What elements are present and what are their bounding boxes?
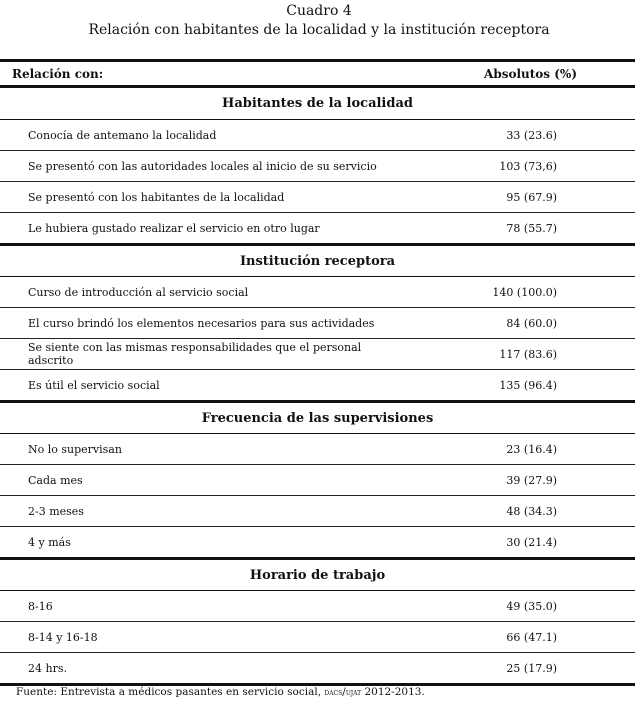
row-value: 95 (67.9) bbox=[506, 190, 557, 204]
table-row bbox=[0, 339, 635, 370]
row-label: Conocía de antemano la localidad bbox=[28, 128, 217, 142]
section-header: Frecuencia de las supervisiones bbox=[0, 403, 635, 434]
header-relacion: Relación con: bbox=[12, 66, 104, 81]
row-value: 25 (17.9) bbox=[506, 661, 557, 675]
source-sep: / bbox=[342, 686, 346, 698]
table-row bbox=[0, 622, 635, 653]
table-title: Relación con habitantes de la localidad y la institución receptora bbox=[88, 22, 550, 38]
row-label: El curso brindó los elementos necesarios para sus actividades bbox=[28, 316, 375, 330]
source-org2: ujat bbox=[345, 688, 362, 698]
table-row bbox=[0, 496, 635, 527]
row-value: 30 (21.4) bbox=[506, 535, 557, 549]
section-group bbox=[0, 400, 635, 557]
row-value: 140 (100.0) bbox=[492, 285, 557, 299]
table-row bbox=[0, 120, 635, 151]
table-row bbox=[0, 434, 635, 465]
table-row bbox=[0, 151, 635, 182]
row-value: 39 (27.9) bbox=[506, 473, 557, 487]
row-value: 117 (83.6) bbox=[499, 347, 557, 361]
source-text: Fuente: Entrevista a médicos pasantes en servicio social, bbox=[16, 686, 325, 698]
table-row bbox=[0, 182, 635, 213]
row-value: 33 (23.6) bbox=[506, 128, 557, 142]
table-row bbox=[0, 465, 635, 496]
row-label: Es útil el servicio social bbox=[28, 378, 160, 392]
row-label: Se presentó con los habitantes de la localidad bbox=[28, 190, 285, 204]
row-label: 2-3 meses bbox=[28, 504, 84, 518]
row-value: 66 (47.1) bbox=[506, 630, 557, 644]
source-note bbox=[16, 686, 425, 698]
row-label: Le hubiera gustado realizar el servicio en otro lugar bbox=[28, 221, 320, 235]
table-row bbox=[0, 213, 635, 243]
section-group bbox=[0, 243, 635, 400]
source-years: 2012-2013. bbox=[361, 686, 425, 698]
row-value: 78 (55.7) bbox=[506, 221, 557, 235]
row-value: 84 (60.0) bbox=[506, 316, 557, 330]
row-label: 4 y más bbox=[28, 535, 71, 549]
row-value: 48 (34.3) bbox=[506, 504, 557, 518]
row-label: No lo supervisan bbox=[28, 442, 122, 456]
row-label: Cada mes bbox=[28, 473, 83, 487]
row-label: 8-14 y 16-18 bbox=[28, 630, 98, 644]
table-row bbox=[0, 370, 635, 400]
section-group bbox=[0, 88, 635, 243]
section-header: Habitantes de la localidad bbox=[0, 88, 635, 120]
row-value: 23 (16.4) bbox=[506, 442, 557, 456]
table-row bbox=[0, 527, 635, 557]
table-row bbox=[0, 308, 635, 339]
table-row bbox=[0, 277, 635, 308]
data-table bbox=[0, 59, 635, 686]
row-value: 103 (73,6) bbox=[499, 159, 557, 173]
source-org1: dacs bbox=[324, 688, 343, 698]
table-row bbox=[0, 591, 635, 622]
row-value: 135 (96.4) bbox=[499, 378, 557, 392]
row-label: 8-16 bbox=[28, 599, 53, 613]
section-header: Horario de trabajo bbox=[0, 560, 635, 591]
table-number: Cuadro 4 bbox=[286, 3, 352, 19]
row-label: Se siente con las mismas responsabilidades que el personal adscrito bbox=[28, 341, 362, 367]
row-label: Se presentó con las autoridades locales al inicio de su servicio bbox=[28, 159, 377, 173]
section-group bbox=[0, 557, 635, 683]
row-value: 49 (35.0) bbox=[506, 599, 557, 613]
row-label: Curso de introducción al servicio social bbox=[28, 285, 249, 299]
table-header bbox=[0, 59, 635, 88]
header-absolutos: Absolutos (%) bbox=[484, 66, 577, 81]
row-label: 24 hrs. bbox=[28, 661, 67, 675]
section-header: Institución receptora bbox=[0, 246, 635, 277]
table-row bbox=[0, 653, 635, 683]
